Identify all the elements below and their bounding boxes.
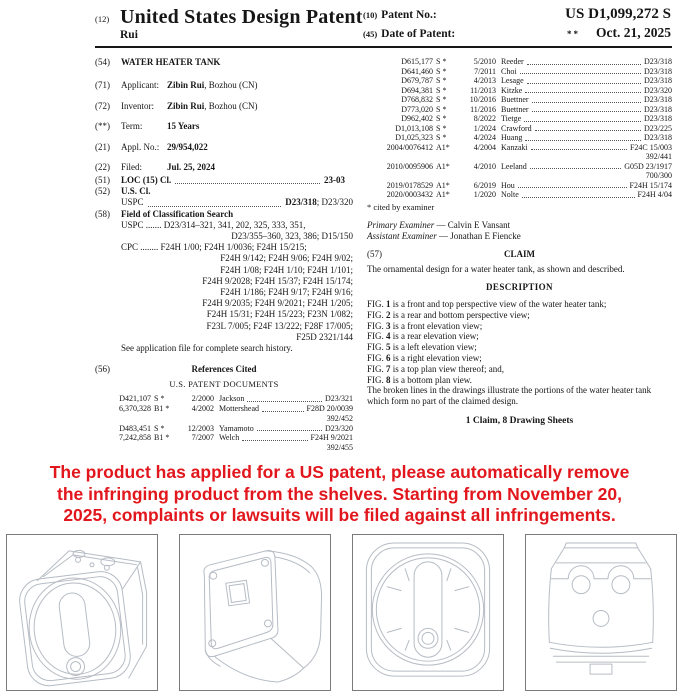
uspc-label: USPC xyxy=(121,197,144,208)
ref-leader-dots xyxy=(532,105,641,113)
description-heading: DESCRIPTION xyxy=(486,282,553,293)
invention-title: WATER HEATER TANK xyxy=(121,57,221,67)
ref-inventor-name: Mottershead xyxy=(219,404,259,414)
uspc-row xyxy=(121,197,353,208)
classification-line: F24H 9/142; F24H 9/06; F24H 9/02; xyxy=(220,253,353,264)
applicant-row xyxy=(95,80,353,91)
figure-number: 3 xyxy=(386,320,391,331)
figure-panel-rear-bottom-perspective xyxy=(179,534,331,691)
classification-line: F24H 15/31; F24H 15/223; F23N 1/082; xyxy=(206,309,353,320)
figure-description-text: is a rear and bottom perspective view; xyxy=(390,309,530,320)
assistant-examiner-name: — Jonathan E Fiencke xyxy=(439,230,521,241)
ref-inventor-name: Tietge xyxy=(501,114,522,123)
filed-label: Filed: xyxy=(121,162,143,172)
ref-patent-number: 2020/0003432 xyxy=(386,190,433,199)
figure-label: FIG. xyxy=(367,363,387,374)
ref-inventor-name: Kanzaki xyxy=(501,142,528,152)
ref-classification-continued: 392/452 xyxy=(326,413,353,423)
header-left xyxy=(95,6,363,43)
ref-kind-code: B1 * xyxy=(154,404,170,414)
ref-leader-dots xyxy=(535,124,641,132)
primary-examiner-label: Primary Examiner xyxy=(367,219,435,230)
ref-patent-number: D615,177 xyxy=(401,57,433,66)
ref-leader-dots xyxy=(257,424,322,432)
patent-date: Oct. 21, 2025 xyxy=(596,25,671,40)
ref-kind-code: B1 * xyxy=(154,433,170,443)
ref-kind-code: S * xyxy=(436,85,447,95)
ref-patent-number: D641,460 xyxy=(401,66,433,76)
ref-patent-number: D1,013,108 xyxy=(395,123,433,133)
ref-classification: D23/320 xyxy=(644,85,672,95)
ref-date: 8/2022 xyxy=(473,114,496,123)
claim-heading: CLAIM xyxy=(504,248,535,259)
appl-no-row xyxy=(95,142,353,153)
examiners-block xyxy=(367,220,672,242)
ref-inventor-name: Jackson xyxy=(219,394,245,404)
classification-line: F24H 1/08; F24H 1/10; F24H 1/101; xyxy=(220,264,353,275)
patent-reference-row xyxy=(367,124,672,134)
ref-kind-code: A1* xyxy=(436,190,450,199)
figure-description-text: is a front and top perspective view of the water heater tank; xyxy=(390,299,607,310)
leader-dots xyxy=(148,197,282,206)
patent-reference-row xyxy=(367,57,672,67)
figure-description-text: is a top plan view thereof; and, xyxy=(390,363,504,374)
cpc-search-lines xyxy=(95,242,353,343)
ref-date: 10/2016 xyxy=(469,95,496,104)
figure-label: FIG. xyxy=(367,331,387,342)
classification-line: USPC ....... D23/314–321, 341, 202, 325, 333, 351, xyxy=(121,219,306,230)
ref-inventor-name: Choi xyxy=(501,66,517,76)
references-cited-heading: References Cited xyxy=(191,364,257,375)
header-right xyxy=(363,6,671,43)
ref-kind-code: S * xyxy=(436,104,447,114)
ref-classification: F24H 15/174 xyxy=(629,180,672,190)
ref-classification: G05D 23/1917 xyxy=(624,161,672,171)
ref-date: 7/2011 xyxy=(474,66,496,76)
figure-description-line xyxy=(367,310,672,321)
figure-label: FIG. xyxy=(367,309,387,320)
field-of-search-row xyxy=(95,209,353,220)
date-of-patent-label: Date of Patent: xyxy=(381,28,456,40)
inventor-value: Zibin Rui, Bozhou (CN) xyxy=(167,100,258,111)
references-list-left xyxy=(95,394,353,453)
ref-kind-code: S * xyxy=(436,123,447,133)
broken-lines-note: The broken lines in the drawings illustrate the portions of the water heater tank which form no part of the claimed design. xyxy=(367,385,652,407)
patent-number: US D1,099,272 S xyxy=(565,6,671,22)
appl-no-value: 29/954,022 xyxy=(167,141,208,152)
loc-class-label: LOC (15) Cl. xyxy=(121,175,172,185)
ref-classification: F24H 4/04 xyxy=(637,190,672,199)
claim-sheets-footer: 1 Claim, 8 Drawing Sheets xyxy=(465,416,574,427)
ref-leader-dots xyxy=(242,433,307,441)
ref-classification-continued: 392/455 xyxy=(326,443,353,453)
figure-label: FIG. xyxy=(367,299,387,310)
ref-classification: D23/318 xyxy=(644,95,672,104)
ref-kind-code: A1* xyxy=(436,161,450,171)
ref-leader-dots xyxy=(524,114,641,122)
inid-code-12: (12) xyxy=(95,14,110,24)
ref-inventor-name: Reeder xyxy=(501,57,524,66)
primary-examiner-row xyxy=(367,220,672,231)
ref-date: 4/2013 xyxy=(473,76,496,85)
inid-code-52: (52) xyxy=(95,186,110,197)
ref-inventor-name: Welch xyxy=(219,433,240,443)
inid-code-21: (21) xyxy=(95,141,110,152)
ref-classification: D23/225 xyxy=(644,123,672,133)
claim-heading-row xyxy=(367,249,672,260)
references-cited-heading-row xyxy=(95,364,353,375)
inid-code-56: (56) xyxy=(95,364,110,375)
ref-patent-number: D694,381 xyxy=(401,85,433,95)
ref-leader-dots xyxy=(520,67,641,75)
figure-number: 6 xyxy=(386,353,391,364)
assistant-examiner-row xyxy=(367,231,672,242)
classification-line: F24H 9/2028; F24H 15/37; F24H 15/174; xyxy=(202,275,353,286)
primary-examiner-name: — Calvin E Vansant xyxy=(436,219,511,230)
ref-leader-dots xyxy=(527,57,641,65)
patent-reference-row xyxy=(367,190,672,200)
ref-date: 4/2010 xyxy=(473,161,496,171)
patent-reference-row xyxy=(367,114,672,124)
ref-inventor-name: Crawford xyxy=(501,123,532,133)
figure-panel-front-top-perspective xyxy=(6,534,158,691)
figure-panel-front-elevation xyxy=(352,534,504,691)
ref-inventor-name: Buettner xyxy=(501,95,529,104)
classification-line: F23L 7/005; F24F 13/222; F28F 17/005; xyxy=(206,320,353,331)
warning-line-1: The product has applied for a US patent, please automatically remove xyxy=(49,462,630,482)
ref-inventor-name: Yamamoto xyxy=(219,423,254,433)
figure-number: 8 xyxy=(386,374,391,385)
figure-description-line xyxy=(367,375,672,386)
inid-code-57: (57) xyxy=(367,248,382,259)
patent-reference-row xyxy=(367,143,672,153)
ref-kind-code: S * xyxy=(154,394,165,404)
patent-reference-row xyxy=(95,404,353,414)
figure-description-text: is a front elevation view; xyxy=(390,320,483,331)
inventor-row xyxy=(95,101,353,112)
warning-line-3: 2025, complaints or lawsuits will be filed against all infringements. xyxy=(63,505,616,525)
inid-code-54: (54) xyxy=(95,57,110,67)
ref-kind-code: S * xyxy=(436,133,447,142)
patent-reference-row xyxy=(367,95,672,105)
ref-classification: D23/320 xyxy=(325,423,353,433)
patent-reference-row xyxy=(95,394,353,404)
water-heater-front-elevation-drawing xyxy=(353,535,503,690)
ref-kind-code: S * xyxy=(436,57,447,66)
search-history-note: See application file for complete search history. xyxy=(121,343,293,354)
ref-kind-code: A1* xyxy=(436,180,450,190)
ref-patent-number: 2010/0095906 xyxy=(386,161,433,171)
term-extension-stars: ** xyxy=(567,29,580,39)
ref-kind-code: S * xyxy=(436,95,447,104)
figure-label: FIG. xyxy=(367,374,387,385)
figure-number: 4 xyxy=(386,331,391,342)
ref-leader-dots xyxy=(530,162,621,170)
ref-kind-code: A1* xyxy=(436,142,450,152)
ref-classification: D23/318 xyxy=(644,114,672,123)
inid-code-term: (**) xyxy=(95,121,110,131)
term-row xyxy=(95,121,353,132)
cited-by-examiner-note: * cited by examiner xyxy=(367,201,435,212)
ref-classification: F24C 15/003 xyxy=(629,142,672,152)
figure-description-text: is a right elevation view; xyxy=(390,353,482,364)
patent-reference-row xyxy=(367,76,672,86)
ref-classification: D23/318 xyxy=(644,57,672,66)
ref-classification: D23/318 xyxy=(644,104,672,114)
patent-no-label: Patent No.: xyxy=(381,9,437,21)
figure-description-text: is a left elevation view; xyxy=(390,342,477,353)
ref-inventor-name: Kitzke xyxy=(501,85,523,95)
claim-text: The ornamental design for a water heater tank, as shown and described. xyxy=(367,263,625,274)
ref-date: 6/2019 xyxy=(473,180,496,190)
ref-leader-dots xyxy=(532,95,641,103)
invention-title-row xyxy=(95,57,353,68)
figure-description-line xyxy=(367,364,672,375)
patent-reference-row xyxy=(367,162,672,172)
water-heater-rear-bottom-perspective-drawing xyxy=(180,535,330,690)
patent-reference-row xyxy=(367,133,672,143)
figure-description-line xyxy=(367,342,672,353)
ref-classification: F24H 9/2021 xyxy=(310,433,353,443)
term-value: 15 Years xyxy=(167,121,200,131)
ref-patent-number: D483,451 xyxy=(119,423,151,433)
filed-row xyxy=(95,162,353,173)
figure-description-line xyxy=(367,331,672,342)
patent-reference-row xyxy=(95,424,353,434)
ref-patent-number: D421,107 xyxy=(119,394,151,404)
inid-code-58: (58) xyxy=(95,208,110,219)
assistant-examiner-label: Assistant Examiner xyxy=(367,230,437,241)
classification-line: F24H 1/186; F24H 9/17; F24H 9/16; xyxy=(220,287,353,298)
ref-date: 1/2020 xyxy=(473,190,496,199)
field-of-search-label: Field of Classification Search xyxy=(121,208,234,219)
classification-line: CPC ........ F24H 1/00; F24H 1/0036; F24H 15/215; xyxy=(121,242,307,253)
ref-date: 4/2002 xyxy=(191,404,214,414)
ref-date: 2/2000 xyxy=(191,394,214,404)
figure-description-line xyxy=(367,321,672,332)
ref-date: 4/2024 xyxy=(473,133,496,142)
left-column xyxy=(95,57,353,454)
ref-leader-dots xyxy=(518,181,627,189)
ref-inventor-name: Nolte xyxy=(501,190,519,199)
figure-description-line xyxy=(367,299,672,310)
ref-leader-dots xyxy=(527,76,641,84)
inid-code-22: (22) xyxy=(95,162,110,172)
ref-kind-code: S * xyxy=(436,114,447,123)
us-patent-documents-heading: U.S. PATENT DOCUMENTS xyxy=(169,379,279,390)
ref-patent-number: D962,402 xyxy=(401,114,433,123)
ref-leader-dots xyxy=(525,133,641,141)
classification-line: F25D 2321/144 xyxy=(296,331,353,342)
inid-code-51: (51) xyxy=(95,175,110,185)
ref-patent-number: 7,242,858 xyxy=(119,433,151,443)
figure-panel-rear-elevation xyxy=(525,534,677,691)
warning-line-2: the infringing product from the shelves. Starting from November 20, xyxy=(57,483,622,504)
classification-line: F24H 9/2035; F24H 9/2021; F24H 1/205; xyxy=(202,298,353,309)
term-label: Term: xyxy=(121,121,143,131)
ref-inventor-name: Hou xyxy=(501,180,515,190)
water-heater-front-top-perspective-drawing xyxy=(7,535,157,690)
right-column xyxy=(367,57,672,454)
figure-number: 7 xyxy=(386,363,391,374)
ref-leader-dots xyxy=(522,190,635,198)
ref-classification: D23/321 xyxy=(325,394,353,404)
us-class-row xyxy=(95,186,353,197)
figure-label: FIG. xyxy=(367,320,387,331)
ref-inventor-name: Lesage xyxy=(501,76,524,85)
loc-class-value: 23-03 xyxy=(324,175,345,185)
ref-patent-number: 2004/0076412 xyxy=(386,142,433,152)
patent-reference-row xyxy=(95,433,353,443)
ref-inventor-name: Leeland xyxy=(501,161,527,171)
patent-reference-row xyxy=(367,105,672,115)
ref-classification: D23/318 xyxy=(644,76,672,85)
ref-inventor-name: Huang xyxy=(501,133,523,142)
uspc-value: D23/318; D23/320 xyxy=(285,197,353,208)
ref-patent-number: 2019/0178529 xyxy=(386,180,433,190)
uspc-search-lines xyxy=(95,220,353,242)
ref-leader-dots xyxy=(262,404,304,412)
ref-classification: F28D 20/0039 xyxy=(306,404,353,414)
inventor-surname: Rui xyxy=(120,29,138,41)
figure-description-text: is a rear elevation view; xyxy=(390,331,479,342)
ref-patent-number: D773,020 xyxy=(401,104,433,114)
ref-classification: D23/318 xyxy=(644,66,672,76)
figure-number: 2 xyxy=(386,309,391,320)
figure-number: 1 xyxy=(386,299,391,310)
patent-body-columns xyxy=(0,48,679,454)
ref-date: 4/2004 xyxy=(473,142,496,152)
patent-reference-row xyxy=(367,181,672,191)
figure-description-lines xyxy=(367,299,672,385)
ref-date: 7/2007 xyxy=(191,433,214,443)
references-list-right xyxy=(367,57,672,200)
ref-patent-number: D679,787 xyxy=(401,76,433,85)
ref-kind-code: S * xyxy=(436,66,447,76)
ref-kind-code: S * xyxy=(436,76,447,85)
figure-label: FIG. xyxy=(367,342,387,353)
inid-code-71: (71) xyxy=(95,80,110,90)
ref-kind-code: S * xyxy=(154,423,165,433)
ref-date: 5/2010 xyxy=(473,57,496,66)
ref-date: 1/2024 xyxy=(473,123,496,133)
ref-classification-continued: 700/300 xyxy=(645,171,672,180)
figure-description-line xyxy=(367,353,672,364)
water-heater-rear-elevation-drawing xyxy=(526,535,676,690)
inventor-label: Inventor: xyxy=(121,100,154,111)
ref-patent-number: 6,370,328 xyxy=(119,404,151,414)
ref-inventor-name: Buettner xyxy=(501,104,529,114)
inid-code-72: (72) xyxy=(95,100,110,111)
us-class-label: U.S. Cl. xyxy=(121,186,151,197)
leader-dots xyxy=(175,175,320,184)
figure-number: 5 xyxy=(386,342,391,353)
inid-code-10: (10) xyxy=(363,10,378,20)
ref-date: 12/2003 xyxy=(187,423,214,433)
patent-reference-row xyxy=(367,86,672,96)
page-title: United States Design Patent xyxy=(120,6,363,28)
inid-code-45: (45) xyxy=(363,29,378,39)
figure-label: FIG. xyxy=(367,353,387,364)
infringement-warning-text xyxy=(0,462,679,527)
ref-leader-dots xyxy=(247,394,322,402)
ref-classification-continued: 392/441 xyxy=(645,152,672,161)
filed-value: Jul. 25, 2024 xyxy=(167,162,216,172)
applicant-value: Zibin Rui, Bozhou (CN) xyxy=(167,80,258,90)
ref-patent-number: D768,832 xyxy=(401,95,433,104)
figure-description-text: is a bottom plan view. xyxy=(390,374,472,385)
ref-date: 11/2016 xyxy=(470,104,496,114)
loc-class-row xyxy=(95,175,353,186)
ref-classification: D23/318 xyxy=(644,133,672,142)
ref-leader-dots xyxy=(525,86,641,94)
drawing-panels-row xyxy=(0,534,679,691)
classification-line: D23/355–360, 323, 386; D15/150 xyxy=(231,231,353,242)
ref-leader-dots xyxy=(531,143,627,151)
appl-no-label: Appl. No.: xyxy=(121,141,160,152)
ref-patent-number: D1,025,323 xyxy=(395,133,433,142)
patent-reference-row xyxy=(367,67,672,77)
applicant-label: Applicant: xyxy=(121,80,159,90)
patent-header xyxy=(0,0,679,43)
ref-date: 11/2013 xyxy=(470,85,496,95)
